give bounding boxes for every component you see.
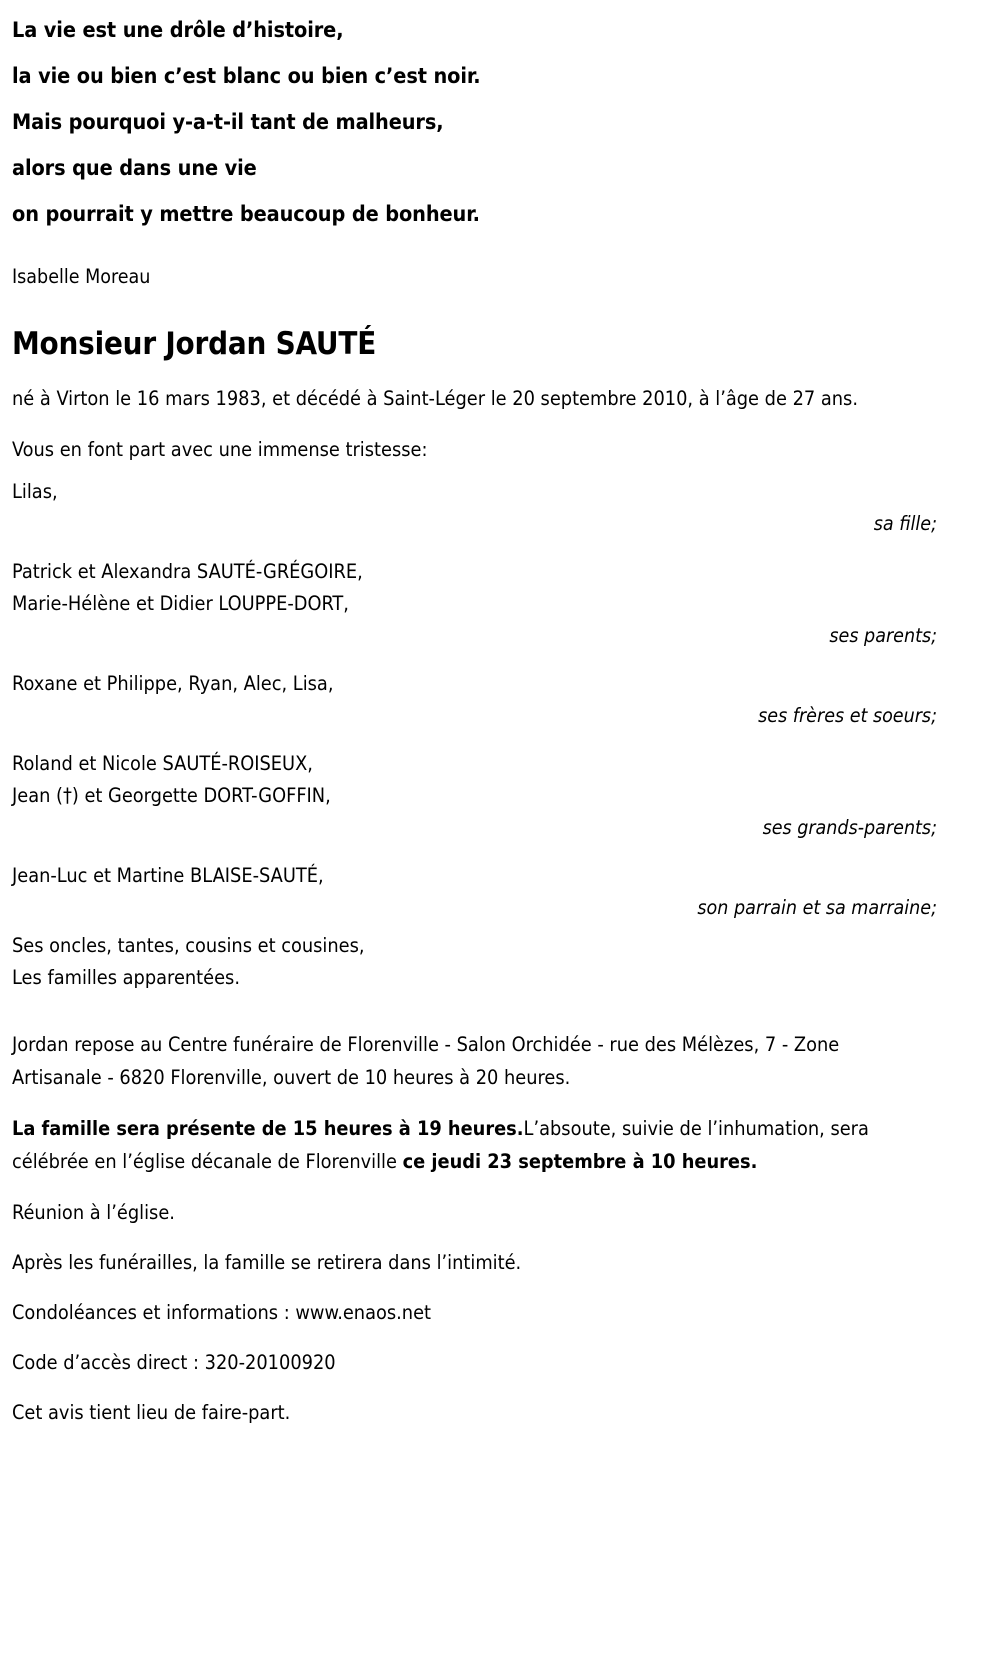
- relation-label-grandparents: ses grands-parents;: [762, 816, 937, 839]
- ceremony-text: L’absoute, suivie de l’inhumation, sera célébrée en l’église décanale de Florenville: [12, 1117, 875, 1173]
- poem-line: alors que dans une vie: [12, 156, 257, 181]
- relation-label-siblings: ses frères et soeurs;: [758, 704, 937, 727]
- ceremony-info: [12, 1112, 892, 1178]
- relation-names: [12, 476, 938, 508]
- birth-death-details: né à Virton le 16 mars 1983, et décédé à Saint-Léger le 20 septembre 2010, à l’âge de 27 ans.: [12, 387, 858, 410]
- spacer: [12, 734, 938, 748]
- family-presence-bold: La famille sera présente de 15 heures à 19 heures.: [12, 1117, 524, 1140]
- relation-names: [12, 748, 938, 812]
- relation-group-daughter: [12, 476, 938, 540]
- spacer: [12, 542, 938, 556]
- relation-name: Roxane et Philippe, Ryan, Alec, Lisa,: [12, 672, 334, 695]
- poem-line: la vie ou bien c’est blanc ou bien c’est noir.: [12, 64, 481, 89]
- relation-name: Marie-Hélène et Didier LOUPPE-DORT,: [12, 592, 349, 615]
- relation-name: Lilas,: [12, 480, 58, 503]
- relation-group-siblings: [12, 668, 938, 732]
- relations-block: [12, 476, 938, 924]
- relation-name: Jean-Luc et Martine BLAISE-SAUTÉ,: [12, 864, 324, 887]
- condolences-line: Condoléances et informations : www.enaos.net: [12, 1301, 431, 1324]
- relation-name: Roland et Nicole SAUTÉ-ROISEUX,: [12, 752, 313, 775]
- spacer: [12, 654, 938, 668]
- poem-author: Isabelle Moreau: [12, 265, 151, 288]
- relation-name: Patrick et Alexandra SAUTÉ-GRÉGOIRE,: [12, 560, 363, 583]
- spacer: [12, 994, 938, 1028]
- relation-name: Jean (†) et Georgette DORT-GOFFIN,: [12, 784, 331, 807]
- faire-part-notice: Cet avis tient lieu de faire-part.: [12, 1401, 291, 1424]
- relation-names: [12, 556, 938, 620]
- relation-group-godparents: [12, 860, 938, 924]
- poem-line: Mais pourquoi y-a-t-il tant de malheurs,: [12, 110, 444, 135]
- extended-family-line: Ses oncles, tantes, cousins et cousines,: [12, 934, 365, 957]
- deceased-name: Monsieur Jordan SAUTÉ: [12, 326, 377, 362]
- relation-group-parents: [12, 556, 938, 652]
- spacer: [12, 846, 938, 860]
- after-funeral-line: Après les funérailles, la famille se retirera dans l’intimité.: [12, 1251, 522, 1274]
- relation-names: [12, 668, 938, 700]
- relation-label-godparents: son parrain et sa marraine;: [697, 896, 937, 919]
- relation-label-parents: ses parents;: [829, 624, 937, 647]
- ceremony-datetime-bold: ce jeudi 23 septembre à 10 heures.: [402, 1150, 758, 1173]
- announcement-intro: Vous en font part avec une immense tristesse:: [12, 438, 428, 461]
- poem-line: on pourrait y mettre beaucoup de bonheur.: [12, 202, 480, 227]
- extended-family-line: Les familles apparentées.: [12, 966, 240, 989]
- reunion-line: Réunion à l’église.: [12, 1201, 175, 1224]
- poem-block: [12, 8, 938, 238]
- relation-group-grandparents: [12, 748, 938, 844]
- extended-family-block: [12, 930, 938, 994]
- access-code-line: Code d’accès direct : 320-20100920: [12, 1351, 336, 1374]
- relation-label-daughter: sa fille;: [873, 512, 937, 535]
- repose-info: Jordan repose au Centre funéraire de Florenville - Salon Orchidée - rue des Mélèzes, 7 - Zone Artisanale - 6820 Florenville, ouvert de 10 heures à 20 heures.: [12, 1033, 845, 1089]
- relation-names: [12, 860, 938, 892]
- poem-line: La vie est une drôle d’histoire,: [12, 18, 344, 43]
